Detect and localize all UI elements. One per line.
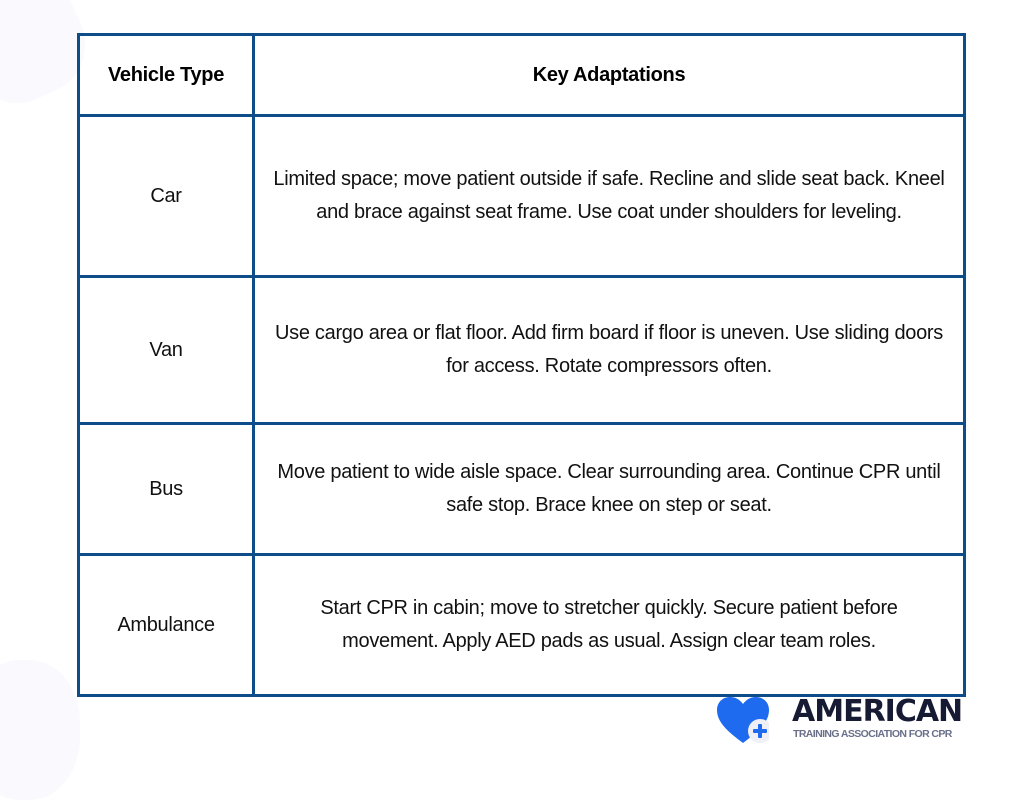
vehicle-adaptations-table [77,33,966,697]
table-header-row [79,35,965,116]
vehicle-type-cell: Bus [79,424,254,555]
vehicle-adaptations-table-container [77,33,966,697]
vehicle-type-cell: Car [79,116,254,277]
logo-subtitle: TRAINING ASSOCIATION FOR CPR [793,728,952,740]
table-row [79,555,965,696]
vehicle-type-cell: Van [79,277,254,424]
brand-logo [717,695,997,747]
logo-title: AMERICAN [792,694,963,729]
vehicle-type-cell: Ambulance [79,555,254,696]
adaptations-cell: Use cargo area or flat floor. Add firm board if floor is uneven. Use sliding doors for access. Rotate compressors often. [254,277,965,424]
heart-plus-icon [717,697,769,745]
adaptations-cell: Start CPR in cabin; move to stretcher quickly. Secure patient before movement. Apply AED pads as usual. Assign clear team roles. [254,555,965,696]
header-key-adaptations: Key Adaptations [254,35,965,116]
header-vehicle-type: Vehicle Type [79,35,254,116]
background-decoration [0,660,80,800]
adaptations-cell: Limited space; move patient outside if safe. Recline and slide seat back. Kneel and brace against seat frame. Use coat under shoulders for leveling. [254,116,965,277]
table-row [79,277,965,424]
adaptations-cell: Move patient to wide aisle space. Clear surrounding area. Continue CPR until safe stop. Brace knee on step or seat. [254,424,965,555]
table-row [79,424,965,555]
table-row [79,116,965,277]
